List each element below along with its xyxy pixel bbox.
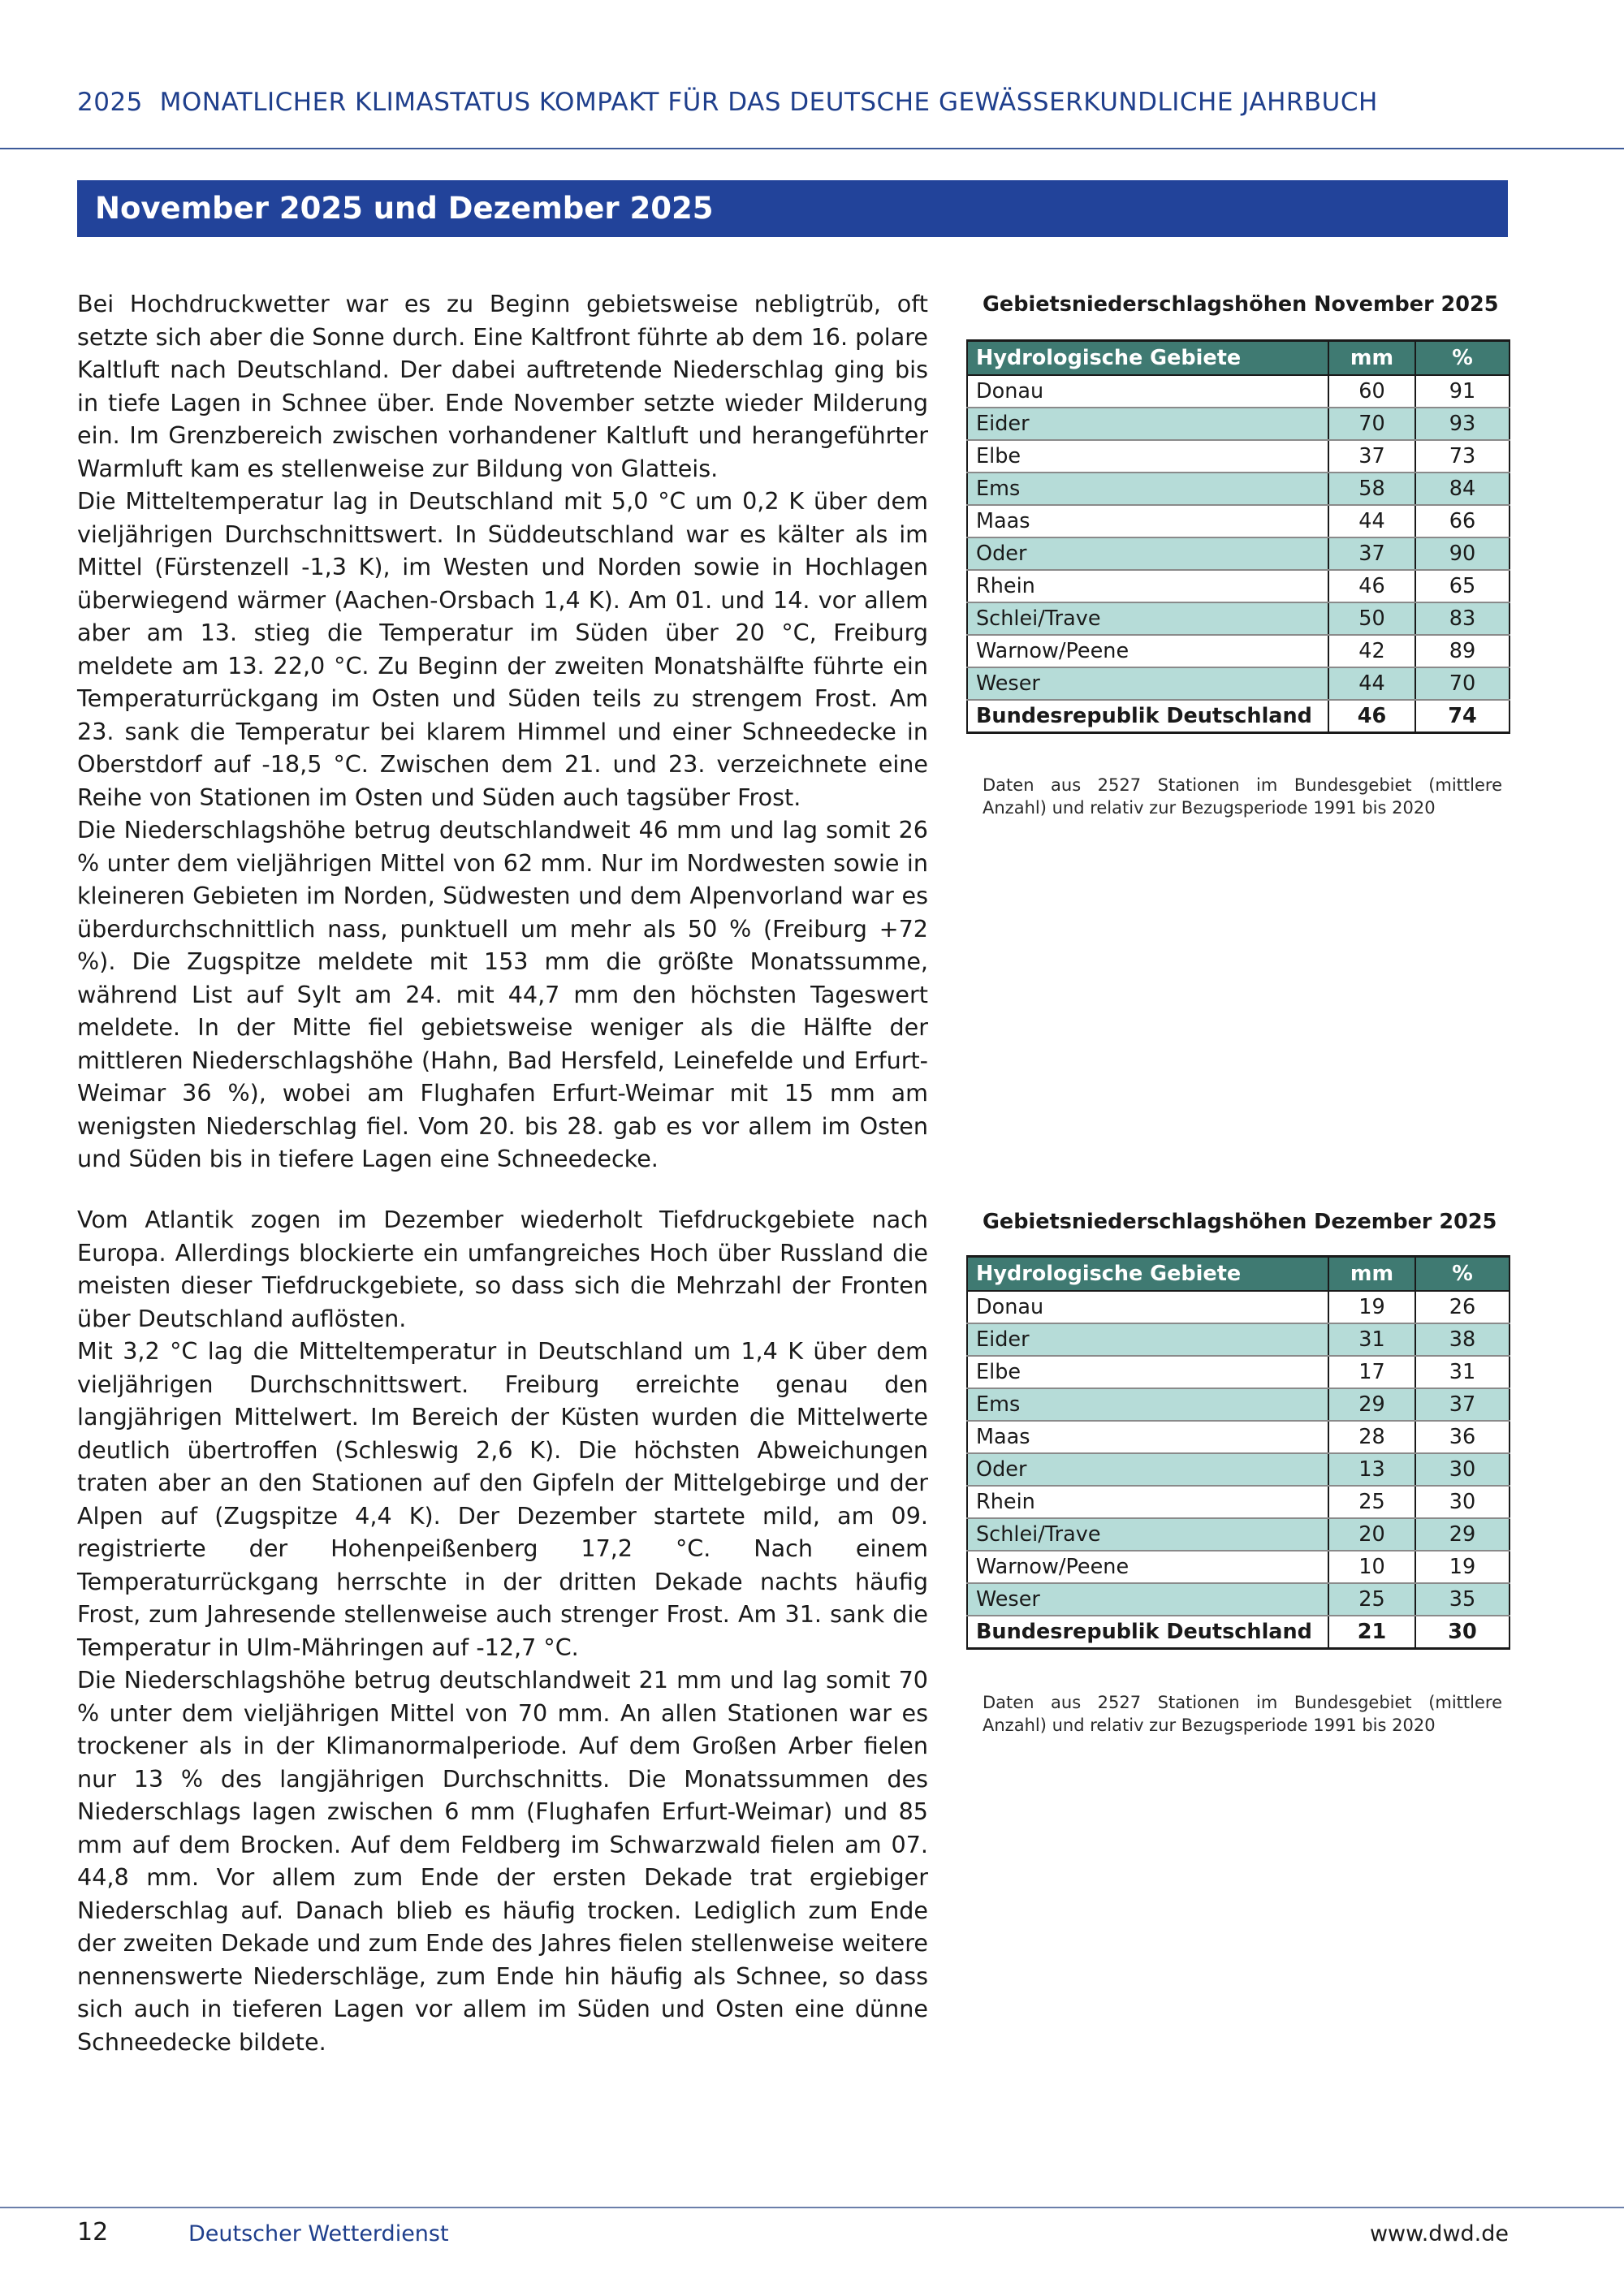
- mm-cell: 20: [1328, 1518, 1415, 1551]
- table-row: [967, 1518, 1510, 1551]
- table-row: [967, 602, 1510, 635]
- mm-cell: 10: [1328, 1551, 1415, 1583]
- percent-cell: 89: [1415, 635, 1510, 667]
- region-cell: Bundesrepublik Deutschland: [967, 1616, 1328, 1649]
- table-row: [967, 505, 1510, 537]
- mm-cell: 25: [1328, 1486, 1415, 1518]
- region-cell: Warnow/Peene: [967, 1551, 1328, 1583]
- region-cell: Donau: [967, 375, 1328, 408]
- percent-cell: 37: [1415, 1388, 1510, 1421]
- paragraph: Bei Hochdruckwetter war es zu Beginn gebietsweise nebligtrüb, oft setzte sich aber die Sonne durch. Eine Kaltfront führte ab dem 16. polare Kaltluft nach Deutschland. Der dabei auftretende Niederschlag ging bis in tiefe Lagen in Schnee über. Ende November setzte wieder Milderung ein. Im Grenzbereich zwischen vorhandener Kaltluft und herangeführter Warmluft kam es stellenweise zur Bildung von Glatteis.: [77, 290, 928, 482]
- table-header-row: [967, 1257, 1510, 1292]
- percent-cell: 30: [1415, 1486, 1510, 1518]
- region-cell: Weser: [967, 667, 1328, 700]
- table-row: [967, 1453, 1510, 1486]
- mm-cell: 37: [1328, 537, 1415, 570]
- table-row: [967, 1388, 1510, 1421]
- region-cell: Schlei/Trave: [967, 1518, 1328, 1551]
- table-row: [967, 1356, 1510, 1388]
- paragraph: Mit 3,2 °C lag die Mitteltemperatur in Deutschland um 1,4 K über dem vieljährigen Durchschnittswert. Freiburg erreichte genau den langjährigen Mittelwert. Im Bereich der Küsten wurden die Mittelwerte deutlich übertroffen (Schleswig 2,6 K). Die höchsten Abweichungen traten aber an den Stationen auf den Gipfeln der Mittelgebirge und der Alpen auf (Zugspitze 4,4 K). Der Dezember startete mild, am 09. registrierte der Hohenpeißenberg 17,2 °C. Nach einem Temperaturrückgang herrschte in der dritten Dekade nachts häufig Frost, zum Jahresende stellenweise auch strenger Frost. Am 31. sank die Temperatur in Ulm-Mähringen auf -12,7 °C.: [77, 1337, 928, 1661]
- december-table-title: Gebietsniederschlagshöhen Dezember 2025: [983, 1210, 1497, 1234]
- percent-cell: 93: [1415, 408, 1510, 440]
- region-cell: Elbe: [967, 440, 1328, 473]
- region-cell: Rhein: [967, 1486, 1328, 1518]
- percent-cell: 26: [1415, 1291, 1510, 1323]
- region-cell: Oder: [967, 1453, 1328, 1486]
- mm-cell: 28: [1328, 1421, 1415, 1453]
- column-header: mm: [1328, 1257, 1415, 1292]
- column-header: Hydrologische Gebiete: [967, 1257, 1328, 1292]
- table-row: [967, 375, 1510, 408]
- region-cell: Warnow/Peene: [967, 635, 1328, 667]
- percent-cell: 90: [1415, 537, 1510, 570]
- table-row: [967, 635, 1510, 667]
- mm-cell: 50: [1328, 602, 1415, 635]
- region-cell: Eider: [967, 408, 1328, 440]
- mm-cell: 29: [1328, 1388, 1415, 1421]
- region-cell: Bundesrepublik Deutschland: [967, 700, 1328, 733]
- column-header: mm: [1328, 341, 1415, 376]
- region-cell: Oder: [967, 537, 1328, 570]
- region-cell: Ems: [967, 1388, 1328, 1421]
- percent-cell: 31: [1415, 1356, 1510, 1388]
- table-row: [967, 1583, 1510, 1616]
- percent-cell: 84: [1415, 473, 1510, 505]
- percent-cell: 35: [1415, 1583, 1510, 1616]
- percent-cell: 74: [1415, 700, 1510, 733]
- table-row: [967, 570, 1510, 602]
- column-header: %: [1415, 1257, 1510, 1292]
- table-row: [967, 1323, 1510, 1356]
- header-divider: [0, 148, 1624, 149]
- december-table-note: Daten aus 2527 Stationen im Bundesgebiet (mittlere Anzahl) und relativ zur Bezugsperiode 1991 bis 2020: [983, 1693, 1502, 1735]
- region-cell: Maas: [967, 1421, 1328, 1453]
- mm-cell: 25: [1328, 1583, 1415, 1616]
- mm-cell: 13: [1328, 1453, 1415, 1486]
- percent-cell: 83: [1415, 602, 1510, 635]
- percent-cell: 19: [1415, 1551, 1510, 1583]
- percent-cell: 29: [1415, 1518, 1510, 1551]
- mm-cell: 17: [1328, 1356, 1415, 1388]
- footer-divider: [0, 2207, 1624, 2208]
- december-text: [77, 1203, 928, 2058]
- table-row: [967, 408, 1510, 440]
- table-total-row: [967, 1616, 1510, 1649]
- percent-cell: 73: [1415, 440, 1510, 473]
- percent-cell: 38: [1415, 1323, 1510, 1356]
- mm-cell: 44: [1328, 505, 1415, 537]
- percent-cell: 91: [1415, 375, 1510, 408]
- mm-cell: 70: [1328, 408, 1415, 440]
- region-cell: Maas: [967, 505, 1328, 537]
- region-cell: Donau: [967, 1291, 1328, 1323]
- mm-cell: 19: [1328, 1291, 1415, 1323]
- footer-url[interactable]: www.dwd.de: [1369, 2221, 1509, 2246]
- column-header: Hydrologische Gebiete: [967, 341, 1328, 376]
- mm-cell: 44: [1328, 667, 1415, 700]
- november-table-note: Daten aus 2527 Stationen im Bundesgebiet (mittlere Anzahl) und relativ zur Bezugsperiode 1991 bis 2020: [983, 775, 1502, 818]
- header-year: 2025: [77, 88, 143, 117]
- region-cell: Eider: [967, 1323, 1328, 1356]
- section-title: November 2025 und Dezember 2025: [77, 180, 1508, 237]
- table-row: [967, 1291, 1510, 1323]
- region-cell: Elbe: [967, 1356, 1328, 1388]
- paragraph: Die Niederschlagshöhe betrug deutschlandweit 21 mm und lag somit 70 % unter dem vieljährigen Mittel von 70 mm. An allen Stationen war es trockener als in der Klimanormalperiode. Auf dem Großen Arber fielen nur 13 % des langjährigen Durchschnitts. Die Monatssummen des Niederschlags lagen zwischen 6 mm (Flughafen Erfurt-Weimar) und 85 mm auf dem Brocken. Auf dem Feldberg im Schwarzwald fielen am 07. 44,8 mm. Vor allem zum Ende der ersten Dekade trat ergiebiger Niederschlag auf. Danach blieb es häufig trocken. Lediglich zum Ende der zweiten Dekade und zum Ende des Jahres fielen stellenweise weitere nennenswerte Niederschläge, zum Ende hin häufig als Schnee, so dass sich auch in tieferen Lagen vor allem im Süden und Osten eine dünne Schneedecke bildete.: [77, 1666, 928, 2056]
- region-cell: Ems: [967, 473, 1328, 505]
- column-header: %: [1415, 341, 1510, 376]
- percent-cell: 65: [1415, 570, 1510, 602]
- mm-cell: 46: [1328, 700, 1415, 733]
- percent-cell: 70: [1415, 667, 1510, 700]
- percent-cell: 36: [1415, 1421, 1510, 1453]
- mm-cell: 37: [1328, 440, 1415, 473]
- table-row: [967, 440, 1510, 473]
- table-row: [967, 1421, 1510, 1453]
- mm-cell: 60: [1328, 375, 1415, 408]
- region-cell: Weser: [967, 1583, 1328, 1616]
- running-header: [77, 88, 1378, 117]
- paragraph: Die Mitteltemperatur lag in Deutschland mit 5,0 °C um 0,2 K über dem vieljährigen Durchschnittswert. In Süddeutschland war es kälter als im Mittel (Fürstenzell -1,3 K), im Westen und Norden sowie in Hochlagen überwiegend wärmer (Aachen-Orsbach 1,4 K). Am 01. und 14. vor allem aber am 13. stieg die Temperatur im Süden über 20 °C, Freiburg meldete am 13. 22,0 °C. Zu Beginn der zweiten Monatshälfte führte ein Temperaturrückgang im Osten und Süden teils zu strengem Frost. Am 23. sank die Temperatur bei klarem Himmel und einer Schneedecke in Oberstdorf auf -18,5 °C. Zwischen dem 21. und 23. verzeichnete eine Reihe von Stationen im Osten und Süden auch tagsüber Frost.: [77, 487, 928, 811]
- november-table-title: Gebietsniederschlagshöhen November 2025: [983, 292, 1499, 317]
- table-total-row: [967, 700, 1510, 733]
- paragraph: Die Niederschlagshöhe betrug deutschlandweit 46 mm und lag somit 26 % unter dem vieljährigen Mittel von 62 mm. Nur im Nordwesten sowie in kleineren Gebieten im Norden, Südwesten und dem Alpenvorland war es überdurchschnittlich nass, punktuell um mehr als 50 % (Freiburg +72 %). Die Zugspitze meldete mit 153 mm die größte Monatssumme, während List auf Sylt am 24. mit 44,7 mm den höchsten Tageswert meldete. In der Mitte fiel gebietsweise weniger als die Hälfte der mittleren Niederschlagshöhe (Hahn, Bad Hersfeld, Leinefelde und Erfurt-Weimar 36 %), wobei am Flughafen Erfurt-Weimar mit 15 mm am wenigsten Niederschlag fiel. Vom 20. bis 28. gab es vor allem im Osten und Süden bis in tiefere Lagen eine Schneedecke.: [77, 816, 928, 1172]
- mm-cell: 42: [1328, 635, 1415, 667]
- percent-cell: 66: [1415, 505, 1510, 537]
- table-row: [967, 1551, 1510, 1583]
- region-cell: Schlei/Trave: [967, 602, 1328, 635]
- november-text: [77, 287, 928, 1176]
- table-header-row: [967, 341, 1510, 376]
- region-cell: Rhein: [967, 570, 1328, 602]
- footer-organization: Deutscher Wetterdienst: [188, 2221, 449, 2246]
- table-row: [967, 537, 1510, 570]
- mm-cell: 31: [1328, 1323, 1415, 1356]
- table-row: [967, 1486, 1510, 1518]
- table-row: [967, 473, 1510, 505]
- december-table: [966, 1255, 1510, 1650]
- table-row: [967, 667, 1510, 700]
- paragraph: Vom Atlantik zogen im Dezember wiederholt Tiefdruckgebiete nach Europa. Allerdings blockierte ein umfangreiches Hoch über Russland die meisten dieser Tiefdruckgebiete, so dass sich die Mehrzahl der Fronten über Deutschland auflösten.: [77, 1206, 928, 1332]
- header-title: MONATLICHER KLIMASTATUS KOMPAKT FÜR DAS DEUTSCHE GEWÄSSERKUNDLICHE JAHRBUCH: [159, 88, 1378, 117]
- november-table: [966, 339, 1510, 734]
- percent-cell: 30: [1415, 1453, 1510, 1486]
- mm-cell: 21: [1328, 1616, 1415, 1649]
- mm-cell: 58: [1328, 473, 1415, 505]
- mm-cell: 46: [1328, 570, 1415, 602]
- percent-cell: 30: [1415, 1616, 1510, 1649]
- page-number: 12: [77, 2218, 109, 2246]
